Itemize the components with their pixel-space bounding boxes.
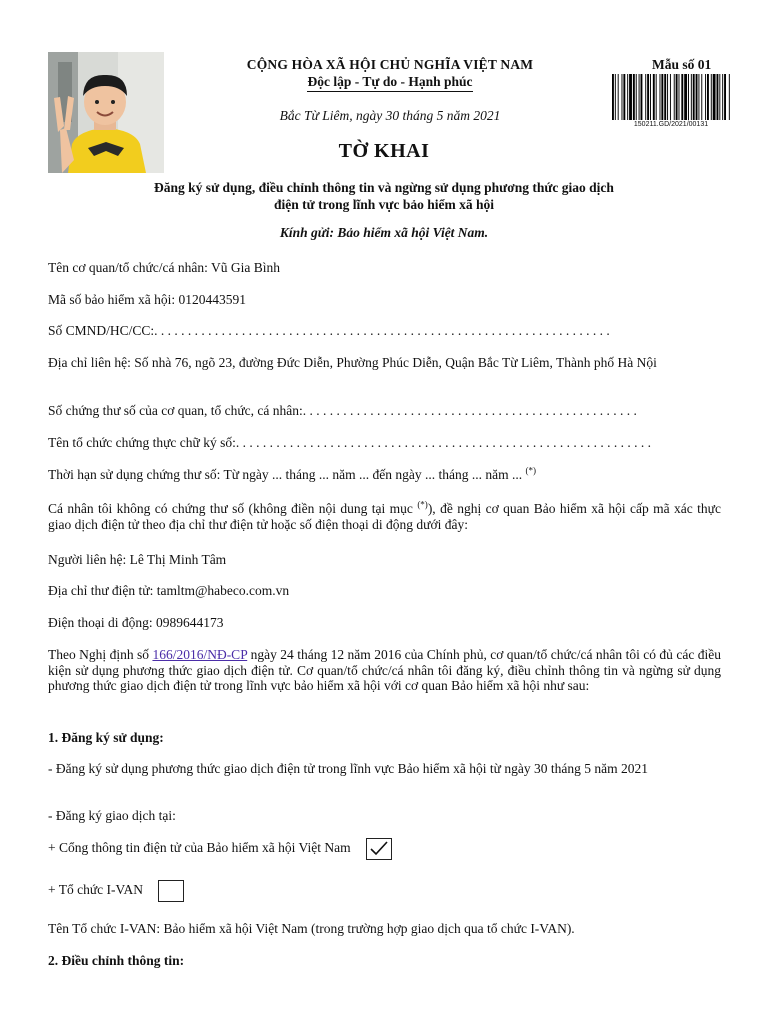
ivan-checkbox[interactable]	[158, 880, 184, 902]
org-name-field: Tên cơ quan/tổ chức/cá nhân: Vũ Gia Bình	[48, 260, 281, 275]
decree-prefix: Theo Nghị định số	[48, 647, 150, 662]
phone-field: Điện thoại di động: 0989644173	[48, 615, 224, 630]
decree-paragraph	[48, 647, 721, 694]
portal-checkbox[interactable]	[366, 838, 392, 860]
contact-person-field: Người liên hệ: Lê Thị Minh Tâm	[48, 552, 227, 567]
section-2-heading: 2. Điều chỉnh thông tin:	[48, 953, 185, 968]
barcode-text: 150211.GD/2021/00131	[633, 121, 709, 128]
section-1-heading: 1. Đăng ký sử dụng:	[48, 730, 164, 745]
document-subtitle: Đăng ký sử dụng, điều chỉnh thông tin và ngừng sử dụng phương thức giao dịch điện tử trong lĩnh vực bảo hiểm xã hội	[154, 180, 614, 212]
email-field: Địa chỉ thư điện tử: tamltm@habeco.com.vn	[48, 583, 290, 598]
decree-link[interactable]: 166/2016/NĐ-CP	[152, 647, 248, 662]
register-date-text: - Đăng ký sử dụng phương thức giao dịch điện tử trong lĩnh vực Bảo hiểm xã hội từ ngày 30 tháng 5 năm 2021	[48, 761, 648, 776]
national-header	[180, 57, 600, 124]
register-at-text: - Đăng ký giao dịch tại:	[48, 808, 176, 823]
form-number: Mẫu số 01	[652, 57, 712, 72]
portal-option	[48, 838, 721, 860]
ivan-option-label: + Tổ chức I-VAN	[48, 882, 144, 898]
document-title: TỜ KHAI	[338, 140, 430, 162]
cert-validity-mark: (*)	[525, 465, 536, 476]
no-cert-paragraph	[48, 501, 721, 532]
ivan-name-text: Tên Tổ chức I-VAN: Bảo hiểm xã hội Việt Nam (trong trường hợp giao dịch qua tổ chức I-VAN).	[48, 921, 575, 936]
decree-text: ngày 24 tháng 12 năm 2016 của Chính phủ, cơ quan/tổ chức/cá nhân tôi có đủ các điều kiện sử dụng phương thức giao dịch điện tử. Cơ quan/tổ chức/cá nhân tôi đăng ký, điều chỉnh thông tin và ngừng sử dụng phương thức giao dịch điện tử trong lĩnh vực bảo hiểm xã hội với cơ quan Bảo hiểm xã hội như sau:	[48, 647, 721, 693]
national-motto: Độc lập - Tự do - Hạnh phúc	[307, 74, 472, 92]
barcode-image	[612, 74, 730, 120]
insurance-code-field: Mã số bảo hiểm xã hội: 0120443591	[48, 292, 246, 307]
no-cert-text-start: Cá nhân tôi không có chứng thư số (không điền nội dung tại mục	[48, 501, 413, 516]
id-number-field: Số CMND/HC/CC:. . . . . . . . . . . . . . . . . . . . . . . . . . . . . . . . . . . . . . . . . . . . . . . . . . . . . . . . . . . . . . . . . . . .	[48, 323, 610, 338]
nation-name: CỘNG HÒA XÃ HỘI CHỦ NGHĨA VIỆT NAM	[246, 57, 534, 72]
cert-validity-text: Thời hạn sử dụng chứng thư số: Từ ngày ... tháng ... năm ... đến ngày ... tháng ... năm ...	[48, 467, 523, 482]
ivan-option	[48, 880, 721, 902]
cert-validity-field	[48, 467, 721, 483]
no-cert-mark: (*)	[417, 499, 428, 510]
address-field: Địa chỉ liên hệ: Số nhà 76, ngõ 23, đường Đức Diễn, Phường Phúc Diễn, Quận Bắc Từ Liêm, Thành phố Hà Nội	[48, 355, 657, 370]
place-and-date: Bắc Từ Liêm, ngày 30 tháng 5 năm 2021	[279, 108, 501, 123]
cert-number-field: Số chứng thư số của cơ quan, tổ chức, cá nhân:. . . . . . . . . . . . . . . . . . . . . . . . . . . . . . . . . . . . . . . . . . . . . . . . . .	[48, 403, 637, 418]
no-cert-text-end: ), đề nghị cơ quan Bảo hiểm xã hội cấp mã xác thực giao dịch điện tử theo địa chỉ thư điện tử hoặc số điện thoại di động dưới đây:	[48, 501, 721, 532]
cert-org-field: Tên tổ chức chứng thực chữ ký số:. . . . . . . . . . . . . . . . . . . . . . . . . . . . . . . . . . . . . . . . . . . . . . . . . . . . . . . . . . . . . .	[48, 435, 651, 450]
portal-option-label: + Cổng thông tin điện tử của Bảo hiểm xã hội Việt Nam	[48, 840, 351, 856]
checkmark-icon	[370, 841, 388, 856]
recipient-line: Kính gửi: Bảo hiểm xã hội Việt Nam.	[279, 225, 489, 240]
